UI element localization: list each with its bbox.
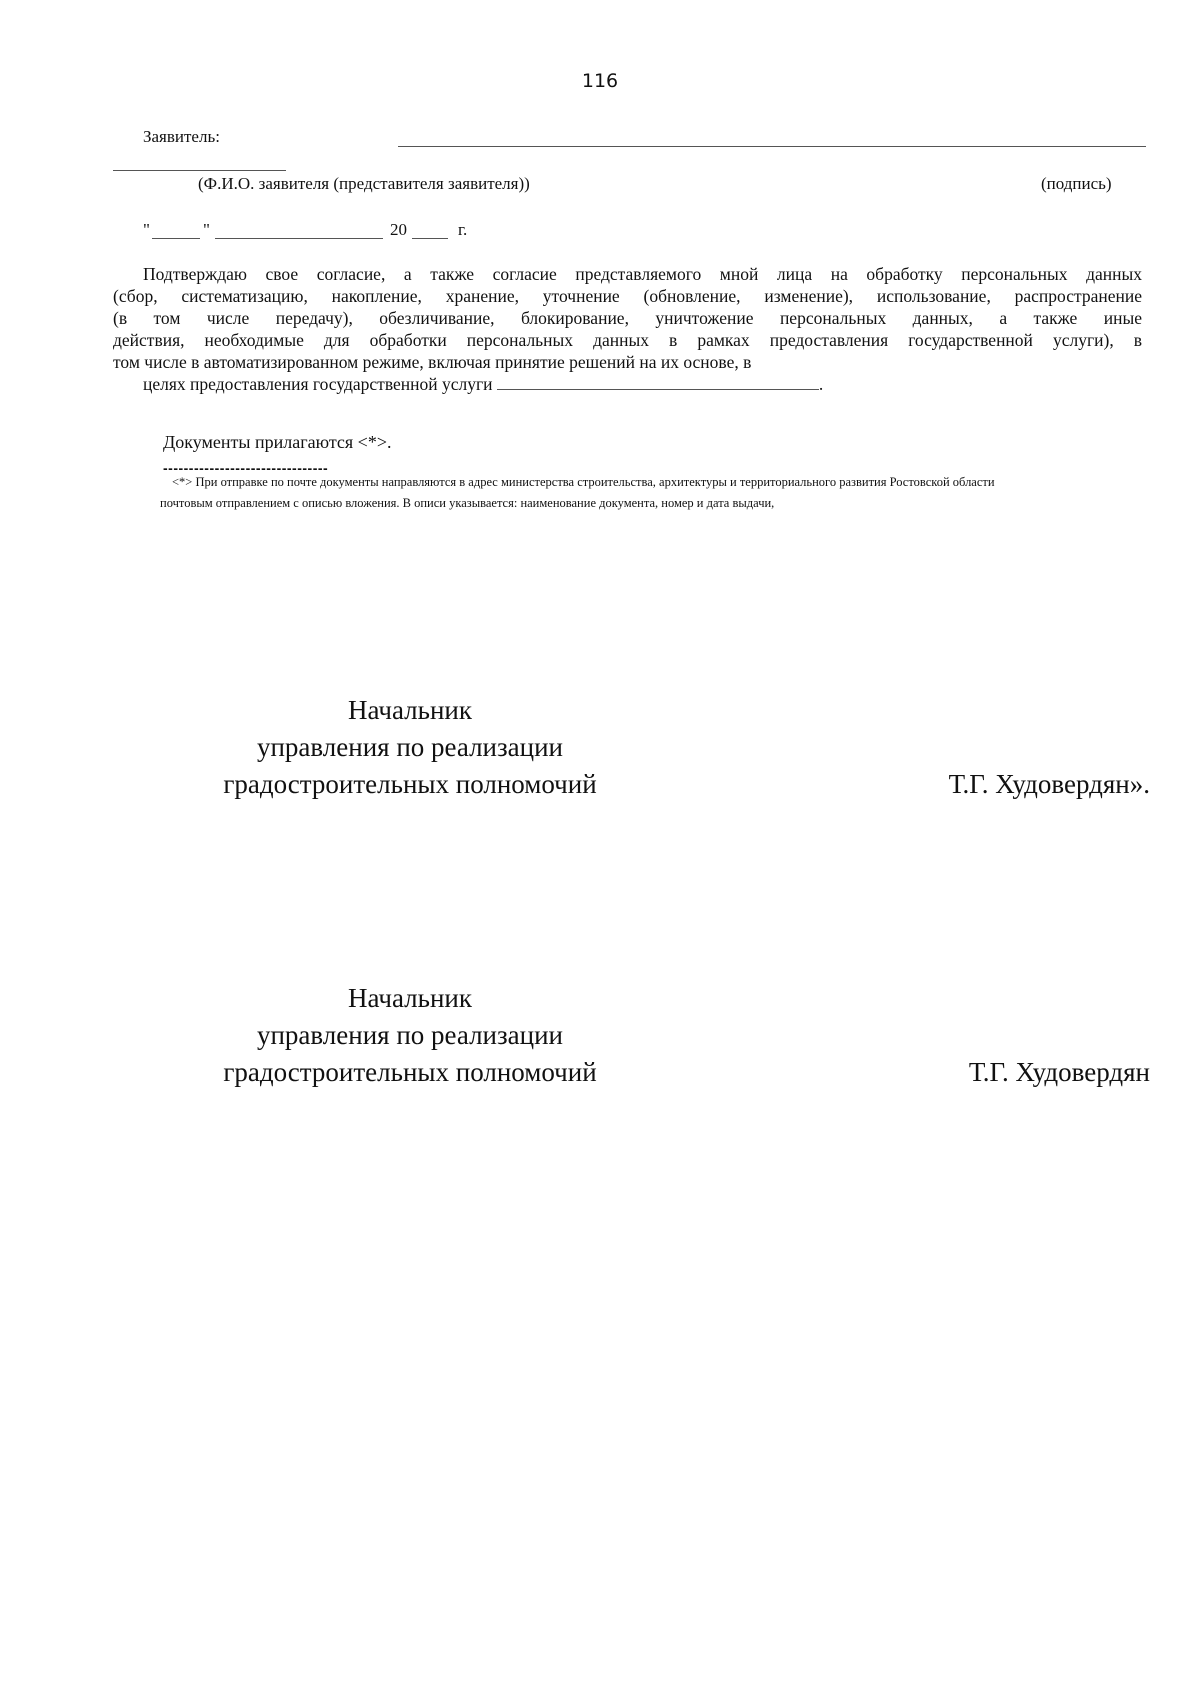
- footnote-line-1: <*> При отправке по почте документы направляются в адрес министерства строительства, архитектуры и территориального развития Ростовской области: [172, 475, 995, 489]
- signature-title-line: Начальник: [347, 695, 472, 725]
- consent-line: Подтверждаю свое согласие, а также согласие представляемого мной лица на обработку персональных данных: [143, 264, 1142, 284]
- signature-caption: (подпись): [1041, 174, 1112, 193]
- date-quote-close: ": [203, 220, 210, 239]
- date-quote-open: ": [143, 220, 150, 239]
- date-month-line: [215, 238, 383, 239]
- consent-line: действия, необходимые для обработки персональных данных в рамках предоставления государственной услуги), в: [113, 330, 1142, 350]
- purpose-end: .: [818, 374, 824, 394]
- consent-line: том числе в автоматизированном режиме, включая принятие решений на их основе, в: [113, 352, 752, 372]
- date-day-line: [152, 238, 200, 239]
- signature-title-line: Начальник: [347, 983, 472, 1013]
- date-year-line: [412, 238, 448, 239]
- footnote-separator: --------------------------------: [163, 460, 329, 476]
- date-year-prefix: 20: [390, 220, 407, 239]
- documents-attached: Документы прилагаются <*>.: [163, 432, 392, 452]
- purpose-blank-line: [497, 375, 819, 390]
- applicant-short-line: [113, 170, 286, 171]
- signature-title-line: градостроительных полномочий: [223, 769, 597, 799]
- signature-title-line: управления по реализации: [256, 1020, 563, 1050]
- signature-title-2: [110, 980, 710, 1091]
- consent-line: (в том числе передачу), обезличивание, блокирование, уничтожение персональных данных, а также иные: [113, 308, 1142, 328]
- footnote: [160, 472, 1142, 514]
- footnote-line-2: почтовым отправлением с описью вложения. В описи указывается: наименование документа, номер и дата выдачи,: [160, 496, 775, 510]
- signature-name-2: Т.Г. Худовердян: [968, 1057, 1150, 1087]
- consent-line: (сбор, систематизацию, накопление, хранение, уточнение (обновление, изменение), использование, распространение: [113, 286, 1142, 306]
- signature-title-1: [110, 692, 710, 803]
- consent-purpose-text: целях предоставления государственной услуги: [143, 374, 493, 394]
- applicant-name-line: [398, 146, 1146, 147]
- page-number: 116: [581, 70, 619, 92]
- consent-purpose-line: [113, 373, 1142, 395]
- applicant-label: Заявитель:: [143, 127, 220, 146]
- signature-title-line: управления по реализации: [256, 732, 563, 762]
- signature-name-1: Т.Г. Худовердян».: [948, 769, 1150, 799]
- date-year-suffix: г.: [458, 220, 468, 239]
- consent-paragraph: [113, 263, 1142, 395]
- name-caption: (Ф.И.О. заявителя (представителя заявителя)): [198, 174, 530, 193]
- signature-title-line: градостроительных полномочий: [223, 1057, 597, 1087]
